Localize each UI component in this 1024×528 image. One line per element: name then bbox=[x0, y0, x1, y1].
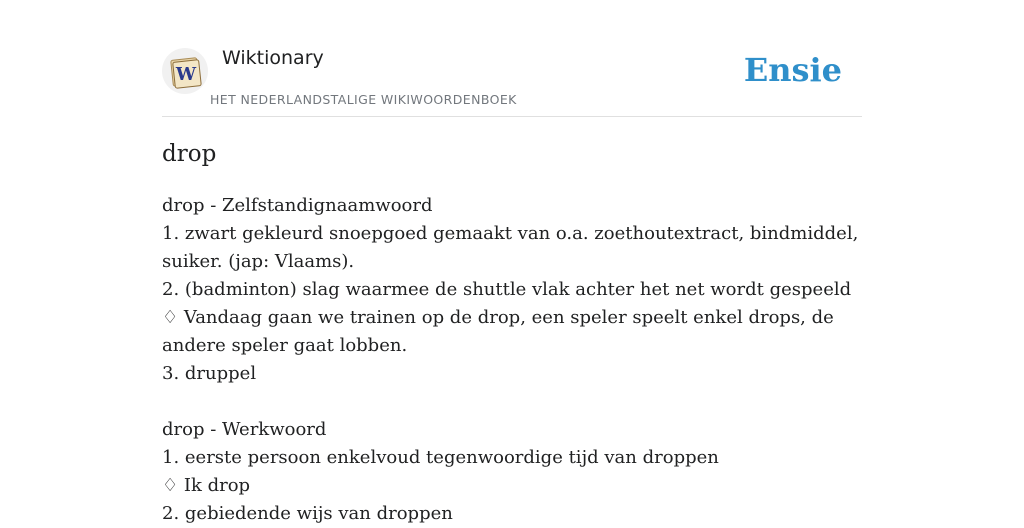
site-header bbox=[162, 44, 862, 117]
noun-definition-1: 1. zwart gekleurd snoepgoed gemaakt van o.a. zoethoutextract, bindmiddel, suiker. (jap: Vlaams). bbox=[162, 223, 859, 272]
ensie-brand-link[interactable]: Ensie bbox=[743, 51, 842, 89]
verb-definition-1: 1. eerste persoon enkelvoud tegenwoordige tijd van droppen bbox=[162, 447, 719, 468]
verb-definition-2: 2. gebiedende wijs van droppen bbox=[162, 503, 453, 524]
logo-letter: W bbox=[175, 64, 197, 85]
verb-heading: drop - Werkwoord bbox=[162, 419, 327, 440]
verb-example-1: ♢ Ik drop bbox=[162, 475, 251, 496]
noun-heading: drop - Zelfstandignaamwoord bbox=[162, 195, 433, 216]
noun-definition-2: 2. (badminton) slag waarmee de shuttle vlak achter het net wordt gespeeld bbox=[162, 279, 852, 300]
noun-example-2: ♢ Vandaag gaan we trainen op de drop, een speler speelt enkel drops, de andere speler gaat lobben. bbox=[162, 307, 834, 356]
section-spacer bbox=[162, 388, 862, 416]
site-tagline: HET NEDERLANDSTALIGE WIKIWOORDENBOEK bbox=[210, 92, 517, 107]
page-title: drop bbox=[162, 141, 217, 167]
noun-definition-3: 3. druppel bbox=[162, 363, 257, 384]
wiktionary-logo-icon[interactable] bbox=[162, 48, 208, 94]
definition-content bbox=[162, 192, 862, 528]
site-name[interactable]: Wiktionary bbox=[222, 47, 324, 69]
